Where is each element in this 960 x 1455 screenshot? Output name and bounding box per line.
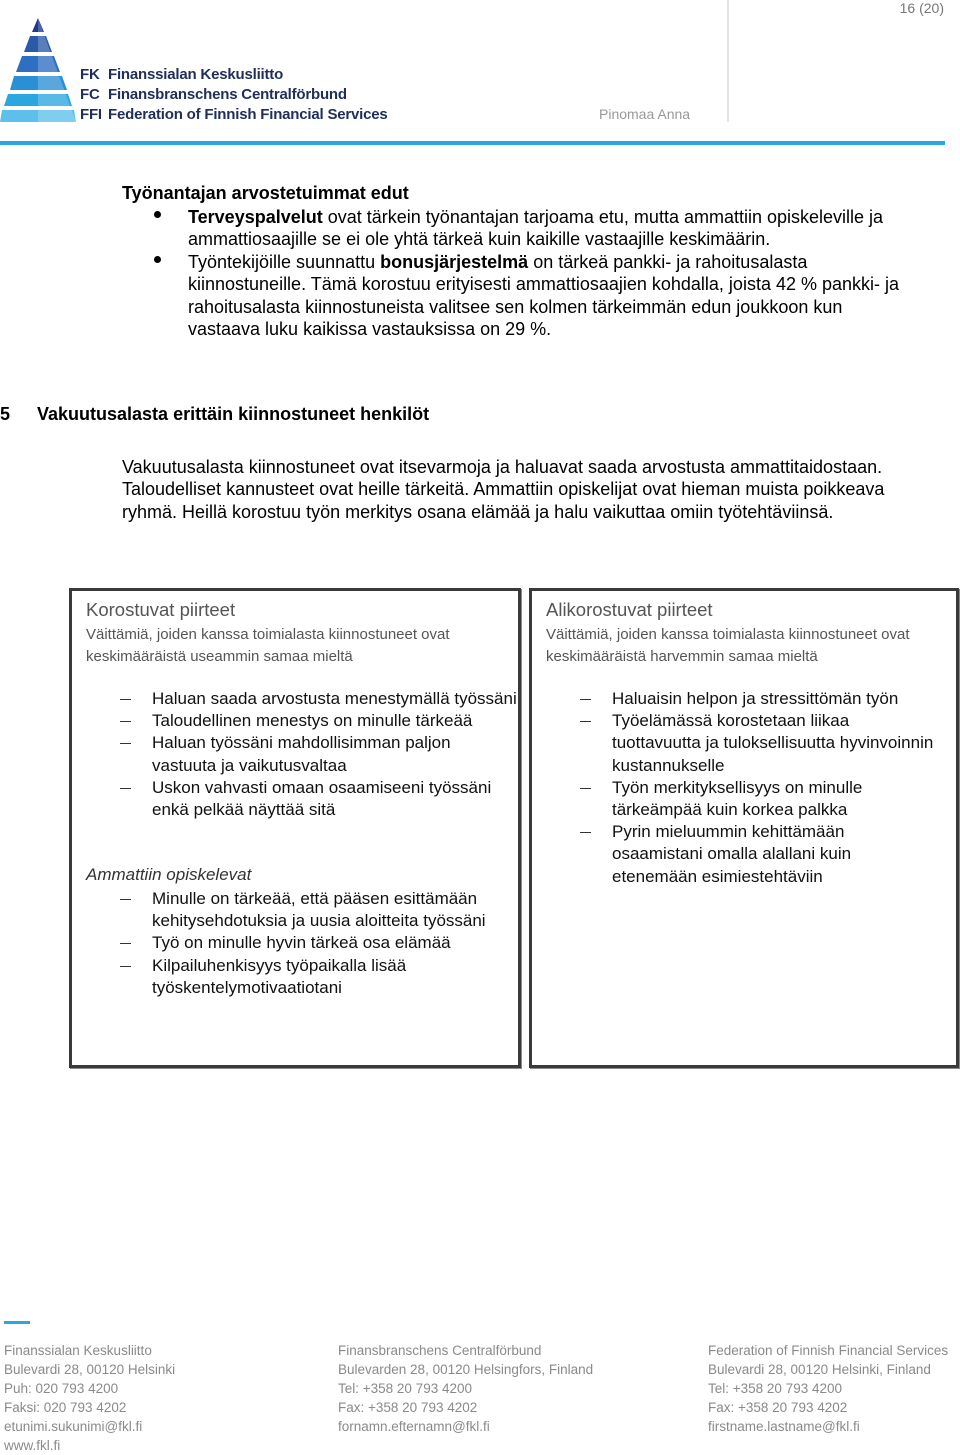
footer-org-name: Finanssialan Keskusliitto bbox=[4, 1343, 152, 1358]
fk-logo bbox=[0, 18, 388, 128]
bullet-icon bbox=[154, 211, 161, 218]
footer-email[interactable]: fornamn.efternamn@fkl.fi bbox=[338, 1419, 490, 1434]
dash-icon bbox=[580, 788, 591, 789]
benefits-list bbox=[122, 206, 912, 340]
list-item: Kilpailuhenkisyys työpaikalla lisää työskentelymotivaatiotani bbox=[118, 955, 518, 999]
footer-contact-sv bbox=[338, 1341, 593, 1436]
footer-fax: Fax: +358 20 793 4202 bbox=[708, 1400, 848, 1415]
footer-phone: Puh: 020 793 4200 bbox=[4, 1381, 119, 1396]
page-number: 16 (20) bbox=[899, 0, 944, 16]
footer-accent bbox=[4, 1321, 30, 1324]
list-item: Haluan saada arvostusta menestymällä työssäni bbox=[118, 688, 518, 710]
footer-website-link[interactable]: www.fkl.fi bbox=[4, 1438, 61, 1453]
header-divider bbox=[727, 0, 729, 122]
students-traits-list bbox=[118, 888, 518, 999]
emphasis: bonusjärjestelmä bbox=[380, 251, 529, 272]
list-item: Haluaisin helpon ja stressittömän työn bbox=[578, 688, 938, 710]
emphasis: Terveyspalvelut bbox=[188, 207, 323, 227]
footer-email[interactable]: etunimi.sukunimi@fkl.fi bbox=[4, 1419, 143, 1434]
footer-fax: Fax: +358 20 793 4202 bbox=[338, 1400, 478, 1415]
dash-icon bbox=[120, 743, 131, 744]
box-title: Alikorostuvat piirteet bbox=[546, 599, 713, 620]
logo-name: Finansbranschens Centralförbund bbox=[108, 86, 347, 103]
list-item: Työ on minulle hyvin tärkeä osa elämää bbox=[118, 932, 518, 954]
box-subtitle: Väittämiä, joiden kanssa toimialasta kiinnostuneet ovat keskimääräistä useammin samaa mieltä bbox=[86, 626, 450, 665]
students-heading: Ammattiin opiskelevat bbox=[86, 865, 252, 884]
underemphasized-traits-box bbox=[529, 588, 959, 1068]
footer-fax: Faksi: 020 793 4202 bbox=[4, 1400, 127, 1415]
footer-email[interactable]: firstname.lastname@fkl.fi bbox=[708, 1419, 860, 1434]
footer-org-name: Federation of Finnish Financial Services bbox=[708, 1343, 949, 1358]
traits-list bbox=[578, 688, 938, 888]
bullet-icon bbox=[154, 256, 161, 263]
section-title: Vakuutusalasta erittäin kiinnostuneet henkilöt bbox=[37, 404, 430, 424]
list-item: Minulle on tärkeää, että pääsen esittämään kehitysehdotuksia ja uusia aloitteita työssäni bbox=[118, 888, 518, 932]
list-item: Pyrin mieluummin kehittämään osaamistani omalla alallani kuin etenemään esimiestehtäviin bbox=[578, 821, 938, 888]
logo-code: FC bbox=[80, 86, 100, 103]
list-item: Työn merkityksellisyys on minulle tärkeämpää kuin korkea palkka bbox=[578, 777, 938, 821]
logo-name: Finanssialan Keskusliitto bbox=[108, 66, 284, 83]
dash-icon bbox=[120, 699, 131, 700]
list-item: Uskon vahvasti omaan osaamiseeni työssäni enkä pelkää näyttää sitä bbox=[118, 777, 518, 821]
footer-contact-fi bbox=[4, 1341, 175, 1455]
logo-line-ffi bbox=[80, 106, 388, 123]
footer-phone: Tel: +358 20 793 4200 bbox=[338, 1381, 472, 1396]
dash-icon bbox=[580, 721, 591, 722]
list-item: Työntekijöille suunnattu bonusjärjestelmä on tärkeä pankki- ja rahoitusalasta kiinnostuneille. Tämä korostuu erityisesti ammattiosaajien kohdalla, joista 42 % pankki- ja rahoitusalasta kiinnostuneista valitsee sen kolmen tärkeimmän edun joukkoon kun vastaava luku kaikissa vastauksissa on 29 %. bbox=[122, 251, 912, 341]
section-heading bbox=[0, 404, 429, 425]
traits-list bbox=[118, 688, 518, 821]
footer-address: Bulevardi 28, 00120 Helsinki bbox=[4, 1362, 176, 1377]
benefits-heading: Työnantajan arvostetuimmat edut bbox=[122, 183, 409, 203]
section-body: Vakuutusalasta kiinnostuneet ovat itsevarmoja ja haluavat saada arvostusta ammattitaidostaan. Taloudelliset kannusteet ovat heille tärkeitä. Ammattiin opiskelijat ovat hieman muista poikkeava ryhmä. Heillä korostuu työn merkitys osana elämää ja halu vaikuttaa omiin työtehtäviinsä. bbox=[122, 457, 885, 522]
dash-icon bbox=[120, 943, 131, 944]
logo-code: FFI bbox=[80, 106, 102, 123]
author-name: Pinomaa Anna bbox=[599, 106, 691, 122]
logo-line-fk bbox=[80, 66, 283, 83]
dash-icon bbox=[120, 899, 131, 900]
list-item: Työelämässä korostetaan liikaa tuottavuutta ja tuloksellisuutta hyvinvoinnin kustannukselle bbox=[578, 710, 938, 777]
footer-phone: Tel: +358 20 793 4200 bbox=[708, 1381, 842, 1396]
dash-icon bbox=[580, 699, 591, 700]
emphasized-traits-box bbox=[69, 588, 521, 1068]
dash-icon bbox=[120, 788, 131, 789]
list-item: Taloudellinen menestys on minulle tärkeää bbox=[118, 710, 518, 732]
section-number: 5 bbox=[0, 404, 11, 424]
dash-icon bbox=[580, 832, 591, 833]
footer-address: Bulevarden 28, 00120 Helsingfors, Finland bbox=[338, 1362, 594, 1377]
dash-icon bbox=[120, 966, 131, 967]
footer-address: Bulevardi 28, 00120 Helsinki, Finland bbox=[708, 1362, 931, 1377]
logo-line-fc bbox=[80, 86, 347, 103]
list-item: Haluan työssäni mahdollisimman paljon vastuuta ja vaikutusvaltaa bbox=[118, 732, 518, 776]
box-subtitle: Väittämiä, joiden kanssa toimialasta kiinnostuneet ovat keskimääräistä harvemmin samaa mieltä bbox=[546, 626, 910, 665]
dash-icon bbox=[120, 721, 131, 722]
footer-contact-en bbox=[708, 1341, 948, 1436]
fk-logo-icon bbox=[0, 18, 76, 126]
logo-name: Federation of Finnish Financial Services bbox=[108, 106, 388, 123]
list-item: Terveyspalvelut ovat tärkein työnantajan tarjoama etu, mutta ammattiin opiskeleville ja ammattiosaajille se ei ole yhtä tärkeä kuin kaikille vastaajille keskimäärin. bbox=[122, 206, 912, 251]
box-title: Korostuvat piirteet bbox=[86, 599, 236, 620]
logo-code: FK bbox=[80, 66, 100, 83]
footer-org-name: Finansbranschens Centralförbund bbox=[338, 1343, 542, 1358]
header-rule bbox=[0, 141, 945, 145]
